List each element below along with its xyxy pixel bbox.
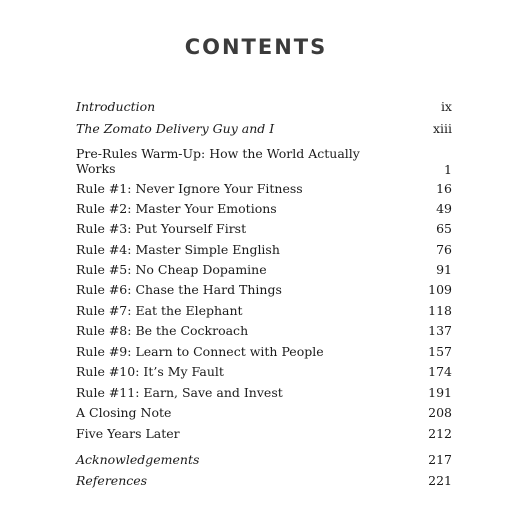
toc-entry-pre-rules[interactable] <box>76 146 452 180</box>
toc-entry-title: Rule #8: Be the Cockroach <box>76 323 249 338</box>
toc-entry-rule-6[interactable] <box>76 281 452 299</box>
toc-entry-acknowledgements[interactable] <box>76 451 452 469</box>
toc-entry-title: Rule #5: No Cheap Dopamine <box>76 262 267 277</box>
toc-entry-page: 1 <box>444 162 452 177</box>
toc-entry-title: The Zomato Delivery Guy and I <box>76 121 275 136</box>
toc-entry-page: ix <box>440 99 452 114</box>
page-title: CONTENTS <box>184 35 328 59</box>
toc-entry-page: 118 <box>428 303 452 318</box>
toc-entry-rule-5[interactable] <box>76 261 452 279</box>
toc-entry-rule-9[interactable] <box>76 343 452 361</box>
toc-entry-title: Rule #10: It’s My Fault <box>76 364 224 379</box>
toc-entry-rule-11[interactable] <box>76 384 452 402</box>
toc-entry-page: 109 <box>428 282 452 297</box>
toc-entry-title: Rule #4: Master Simple English <box>76 242 280 257</box>
toc-entry-rule-1[interactable] <box>76 180 452 198</box>
toc-entry-introduction[interactable] <box>76 98 452 116</box>
toc-entry-title: Rule #1: Never Ignore Your Fitness <box>76 181 303 196</box>
toc-entry-page: 76 <box>436 242 452 257</box>
toc-entry-rule-3[interactable] <box>76 220 452 238</box>
toc-entry-page: 208 <box>428 405 452 420</box>
toc-entry-title: Rule #7: Eat the Elephant <box>76 303 243 318</box>
toc-entry-rule-2[interactable] <box>76 200 452 218</box>
toc-entry-page: 91 <box>436 262 452 277</box>
toc-entry-references[interactable] <box>76 472 452 490</box>
toc-entry-title: Introduction <box>76 99 156 114</box>
toc-entry-title: Rule #9: Learn to Connect with People <box>76 344 324 359</box>
toc-entry-title: References <box>76 473 148 488</box>
toc-entry-five-years-later[interactable] <box>76 425 452 443</box>
toc-entry-title: Five Years Later <box>76 426 180 441</box>
toc-entry-rule-8[interactable] <box>76 322 452 340</box>
toc-entry-page: 191 <box>428 385 452 400</box>
toc-entry-title: Rule #2: Master Your Emotions <box>76 201 277 216</box>
toc-entry-title: Rule #3: Put Yourself First <box>76 221 247 236</box>
toc-entry-title: Rule #11: Earn, Save and Invest <box>76 385 283 400</box>
toc-entry-title: Acknowledgements <box>76 452 200 467</box>
toc-entry-zomato[interactable] <box>76 120 452 138</box>
toc-entry-page: 157 <box>428 344 452 359</box>
toc-entry-page: 221 <box>428 473 452 488</box>
toc-entry-rule-10[interactable] <box>76 363 452 381</box>
toc-entry-title: A Closing Note <box>76 405 172 420</box>
toc-entry-page: 65 <box>436 221 452 236</box>
toc-entry-page: 16 <box>436 181 452 196</box>
toc-entry-rule-4[interactable] <box>76 241 452 259</box>
toc-entry-page: 174 <box>428 364 452 379</box>
toc-entry-page: 212 <box>428 426 452 441</box>
toc-entry-page: 137 <box>428 323 452 338</box>
toc-entry-page: 217 <box>428 452 452 467</box>
toc-entry-rule-7[interactable] <box>76 302 452 320</box>
toc-entry-page: xiii <box>432 121 452 136</box>
toc-entry-page: 49 <box>436 201 452 216</box>
toc-entry-title: Pre-Rules Warm-Up: How the World Actually Works <box>76 146 360 176</box>
toc-entry-title: Rule #6: Chase the Hard Things <box>76 282 282 297</box>
toc-entry-closing-note[interactable] <box>76 404 452 422</box>
